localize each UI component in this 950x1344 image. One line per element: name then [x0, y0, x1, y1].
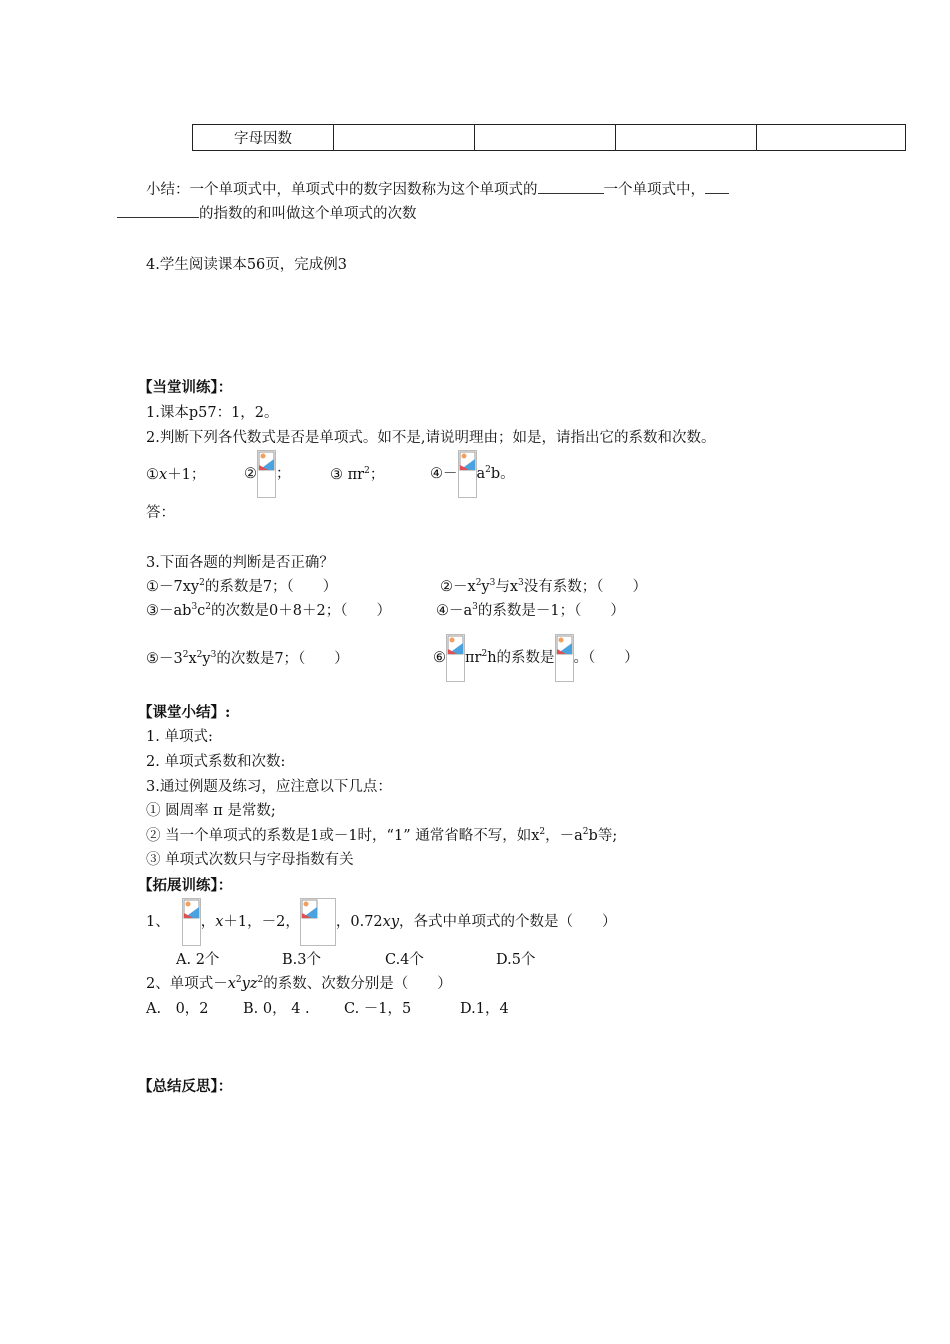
section-heading-class-summary: 【课堂小结】:: [138, 704, 231, 721]
summary-line-1: 小结：一个单项式中，单项式中的数字因数称为这个单项式的 一个单项式中，: [146, 179, 729, 200]
extension-q1-option-a: A. 2个: [176, 952, 220, 968]
broken-image-icon: [182, 898, 201, 946]
summary-list-4: ① 圆周率 π 是常数;: [146, 803, 276, 819]
summary-line-2: 的指数的和叫做这个单项式的次数: [117, 203, 417, 224]
broken-image-icon: [257, 450, 276, 498]
answer-label: 答：: [146, 505, 175, 521]
training-q3-item-6: ⑥ $\pi r^2h$的系数是 。（ ）: [433, 634, 639, 682]
factor-table: [192, 124, 906, 151]
training-q3-item-1: $①-7xy^2$的系数是7；（ ）: [146, 578, 338, 595]
training-q3-item-3: $③-ab^3c^2$的次数是0＋8＋2；（ ）: [146, 602, 391, 619]
item-4: 4.学生阅读课本56页，完成例3: [146, 257, 348, 273]
extension-q2-option-d: D.1，4: [460, 1001, 509, 1017]
training-q3-item-4: $④-a^3$的系数是－1；（ ）: [436, 602, 625, 619]
broken-image-icon: [458, 450, 477, 498]
extension-q1: 1、 ，x＋1，－2， ，0.72xy，各式中单项式的个数是（ ）: [146, 898, 617, 946]
broken-image-icon: [555, 634, 574, 682]
fill-blank[interactable]: [538, 179, 604, 194]
training-q3: 3.下面各题的判断是否正确？: [146, 555, 334, 571]
table-row: [193, 125, 906, 151]
fill-blank[interactable]: [117, 203, 199, 218]
summary-list-1: 1. 单项式:: [146, 729, 213, 745]
table-cell: [757, 125, 906, 151]
training-q2-item-1: ①x＋1；: [146, 467, 206, 483]
training-q3-item-2: $②-x^2y^3$与$x^3$没有系数；（ ）: [440, 578, 648, 595]
training-q3-item-5: $⑤-3^2x^2y^3$的次数是7；（ ）: [146, 650, 349, 667]
extension-q2-option-b: B. 0， 4 .: [243, 1001, 310, 1017]
extension-q1-option-b: B.3个: [282, 952, 321, 968]
broken-image-icon: [300, 898, 336, 946]
fill-blank[interactable]: [705, 179, 729, 194]
extension-q2-option-c: C. －1，5: [344, 1001, 412, 1017]
training-q1: 1.课本p57：1，2。: [146, 405, 279, 421]
table-cell: [475, 125, 616, 151]
training-q2-item-2: ② ；: [244, 450, 291, 498]
extension-q2-option-a: A. 0，2: [146, 1001, 209, 1017]
summary-list-6: ③ 单项式次数只与字母指数有关: [146, 852, 354, 868]
section-heading-class-training: 【当堂训练】：: [138, 379, 233, 396]
training-q2-item-4: ④－ $a^2b$。: [430, 450, 515, 498]
summary-list-5: ② 当一个单项式的系数是1或－1时，“1” 通常省略不写，如$x^2$，$-a^2b$等;: [146, 827, 618, 844]
extension-q1-option-d: D.5个: [496, 952, 536, 968]
section-heading-extension: 【拓展训练】：: [138, 877, 233, 894]
table-cell: [616, 125, 757, 151]
broken-image-icon: [446, 634, 465, 682]
training-q2-item-3: ③ $\pi r^2$；: [330, 466, 385, 483]
extension-q2: 2、单项式$-x^2yz^2$的系数、次数分别是（ ）: [146, 975, 452, 992]
summary-list-3: 3.通过例题及练习，应注意以下几点：: [146, 779, 392, 795]
summary-list-2: 2. 单项式系数和次数:: [146, 754, 286, 770]
table-row-label: 字母因数: [193, 125, 334, 151]
section-heading-reflection: 【总结反思】：: [138, 1078, 233, 1095]
table-cell: [334, 125, 475, 151]
training-q2: 2.判断下列各代数式是否是单项式。如不是,请说明理由；如是，请指出它的系数和次数。: [146, 430, 716, 446]
extension-q1-option-c: C.4个: [385, 952, 424, 968]
